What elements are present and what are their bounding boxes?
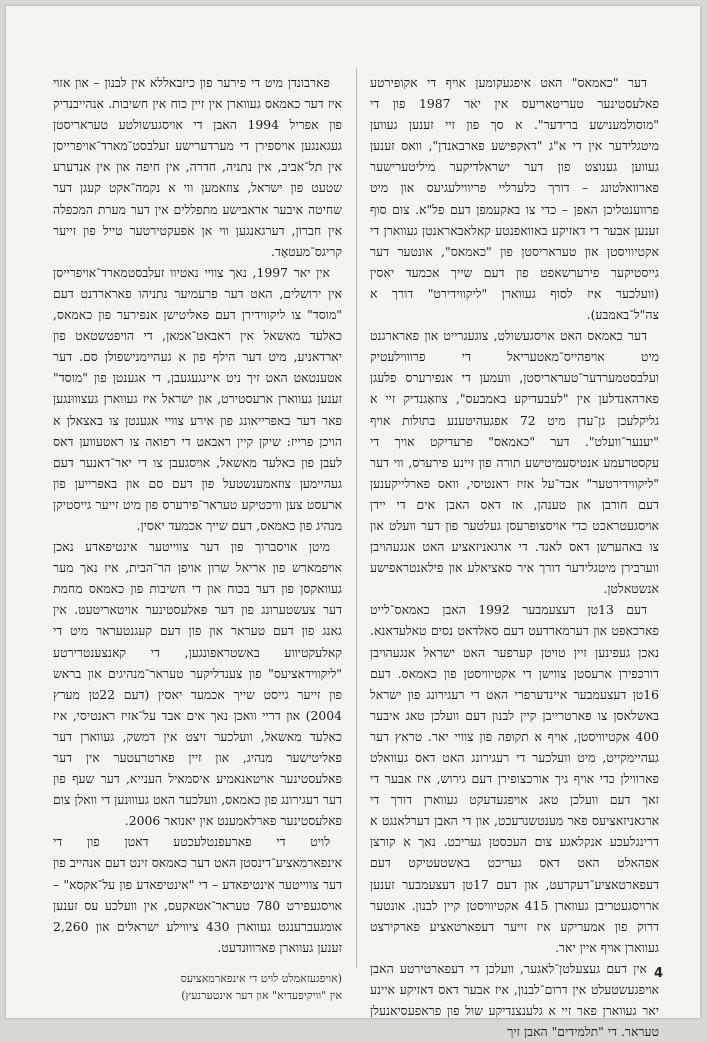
source-credits — [53, 970, 342, 1004]
paragraph: לויט די פארעפנטלעכטע דאטן פון די אינפארמאציע־דינסטן האט דער כאמאס זינט דעם אנהייב פון דער צווייטער אינטיפאדע – די "אינטיפאדע פון על־אקסא" – אויסגעפירט 780 טעראר־אטאקעס, אין וועלכע עס זענען אומגעברענגט געווארן 430 ציווילע ישראלים און 2,260 זענען געווארן פארוווּנדעט. — [53, 834, 342, 955]
column-divider — [356, 68, 357, 968]
page — [6, 6, 700, 1040]
paragraph: פארבונדן מיט די פירער פון כיזבאללא אין לבנון – און אזוי איז דער כאמאס געווארן אין זיין כוח אין חשיבות. אנהייבנדיק פון אפריל 1994 האבן די אויסגעשולטע טעראריסטן געגאנגען אויספירן די מערדערישע זעלבסט־מארד־אויפרייסן אין תל־אביב, אין נתניה, חדרה, אין חיפה און אין אנדערע שטעט פון ישראל, צוזאמען ווי א נקמה־אקט קעגן דער שחיטה איבער אראבישע מתפללים אין דער מערת המכפלה אין חברון, דערגאנגען ווי אן אפעקטירטער טייל פון זייער קריגס־מעטאָד. — [53, 75, 342, 259]
paragraph: אין דעם געצעלטן־לאגער, וועלכן די דעפארטירטע האבן אויפגעשטעלט אין דרום־לבנון, איז אבער דאס דאזיקע איינע יאר געווארן פאר זיי א גלענצנדיקע שול פון פראפעסיאנעלן טעראר. די "תלמידים" האבן זיך — [370, 960, 659, 1040]
left-column — [53, 72, 342, 1004]
paragraph: דעם 13טן דעצעמבער 1992 האבן כאמאס־לייט פארכאפט און דערמארדעט דעם סאלדאט נסים טאלעדאנא. נאכן געפינען זיין טויטן קערפער האט ישראל אנגעהויבן דורכפירן ארעסטן צווישן די אקטיוויסטן פון כאמאס. דעם 16טן דעצעמבער איינדערפרי האט די רעגירונג פון ישראל באשלאסן צו פארטרייבן קיין לבנון דעם וועלכן טאג איבער 400 אקטיוויסטן, אויף א תקופה פון צוויי יאר. טראץ דער געהיימקייט, מיט וועלכער די רעגירונג האט דאס געוואלט פארווילן כדי אויף גיך אורכצופירן דעם גירוש, איז אבער די זאך דעם וועלכן טאג אויפגעדעקט געווארן דורך די ארגאניזאציעס פאר מענטשנרעכט, און די האבן דערלאנגט א דרינגלעכע אנקלאגע צום העכסטן געריכט. נאך א קורצן אפהאלט האט דאס געריכט באשטעטיקט דעם דעפארטאציע־דעקרעט, און דעם 17טן דעצעמבער זענען ארויסגעטריבן געווארן 415 אקטיוויסטן קיין לבנון. אונטער דרוק פון אמעריקע איז זייער דעפארטאציע פארקירצט געווארן אויף איין יאר. — [370, 602, 660, 955]
paragraph: מיטן אויסברוך פון דער צווייטער אינטיפאדע נאכן אויפמארש פון אריאל שרון אויפן הר־הבית, איז נאך מער געוואקסן פון דער בכוח און די חשיבות פון כאמאס מחמת דער צעשטערונג פון דער פאלעסטינער אויטאריטעט. אין גאנג פון דעם טעראר און פון דעם קעגנטעראר מיט די קאלעקטיווע באשטראפונגען, די קאנצענטרירטע "ליקווידאציעס" פון צענדליקער טעראר־מנהיגים און בראש פון זייער גייסט שייך אכמעד יאסין (דעם 22טן מערץ 2004) און דריי וואכן נאך אים אבד על־אזיז ראנטיסי, איז כאלעד מאשאל, וועלכער זיצט אין דמשק, געווארן דער פאליטישער מנהיג, און זיין פארטרעטער אין דער פאלעסטינער אויטאנאמיע איסמאיל הענייא, דער שעף פון דער רעגירונג פון כאמאס, וועלכער האט געוווּנען די וואלן צום פאלעסטינער פארלאמענט אין יאנואר 2006. — [53, 539, 343, 829]
right-column — [370, 72, 659, 1042]
page-number: 4 — [654, 966, 664, 981]
credits-line: (אויפגעזאמלט לויט די אינפארמאציעס — [180, 971, 342, 985]
paragraph: אין יאר 1997, נאך צוויי נאטיוו זעלבסטמארד־אויפרייסן אין ירושלים, האט דער פרעמיער נתניהו פארארדנט דעם "מוסד" צו ליקווידירן דעם פאליטישן אנפירער פון כאמאס, כאלעד מאשאל אין ראבאט־אמאן, די הויפטשטאט פון יארדאניע, מיט דער הילף פון א געהיימנישפולן סם. דער אטענטאט האט זיך ניט איינגעגעבן, די אגענטן פון "מוסד" זענען געווארן ארעסטירט, און ישראל איז געווארן געצוווּנגען פאר דער באפרייאונג פון אירע צוויי אגענטן צו באצאלן א הויכן פרייז: שיקן קיין ראבאט די רפואה צו ראטעווען דאס לעבן פון כאלעד מאשאל, אויסגעבן צו די יאר־דאנער דעם געהיימען צוזאמענשטעל פון דעם סם און באפרייען פון ארעסט צען וויכטיקע טעראר־פירערס פון מיט זייער גייסטיקן מנהיג פון כאמאס, דעם שייך אכמעד יאסין. — [53, 264, 342, 533]
paragraph: דער "כאמאס" האט איפגעקומען אויף די אקופירטע פאלעסטינער טעריטאריעס אין יאר 1987 פון די "מוסולמענישע ברידער". א סך פון זיי זענען געווען מיטגלידער אין די א"ג "דאקפישע פארבאנדן", וואס זענען געווען גענוצט פון דער ישראלדיקער מיליטערישער פארוואלטונג – דורך כלערליי פריווילעגיעס און מיט פרווענטליכן האפן – כדי צו באקעמפן דעם פל"א. צום סוף זענען אבער די דאזיקע באוואפנטע קאלאבאראנטן געווארן די אקטיוויסטן און טעראריסטן פון "כאמאס", אונטער דער גייסטיקער פירערשאפט פון דעם שייך אכמעד יאסין (וועלכער איז לסוף געווארן "ליקווידירט" דורך א צה"ל־באמבע). — [370, 75, 659, 323]
credits-line: אין "וויקיפעדיא" און דער אינטערנעץ) — [181, 988, 342, 1002]
paragraph: דער כאמאס האט אויסגעשולט, צוגעגרייט און פארארגנט מיט אויפהייס־מאטעריאל די פרוווילעטיק ועלבסטמערדער־טעראריסטן, וועמען די אנפירערס פלעגן פארהאנדלען אין "לעבעדיקע באמבעס", צוזאַגנדיק זיי א גליקלעכן גן־עדן מיט 72 אפגעהיטענע בתולות אויף "יענער־וועלט". דער "כאמאס" פרעדיקט אויך די עקסטרעמע אנטיסעמיטישע תורה פון זיינע פירערס, ווי דער "ליקווידירטער" אבד־על אזיז ראנטיסי, וואס פארלייקענען דעם חורבן און טענהן, אז דאס האבן אים די יידן אויסגעטראכט כדי אויסצופרעסן געלטער פון דער וועלט און צו באהערשן דאס לאנד. די ארגאניזאציע האט אנגעהויבן ווערבירן מיטגלידער דורך איר סאציאלע און פילאנטראפישע אנשטאלטן. — [370, 328, 659, 597]
